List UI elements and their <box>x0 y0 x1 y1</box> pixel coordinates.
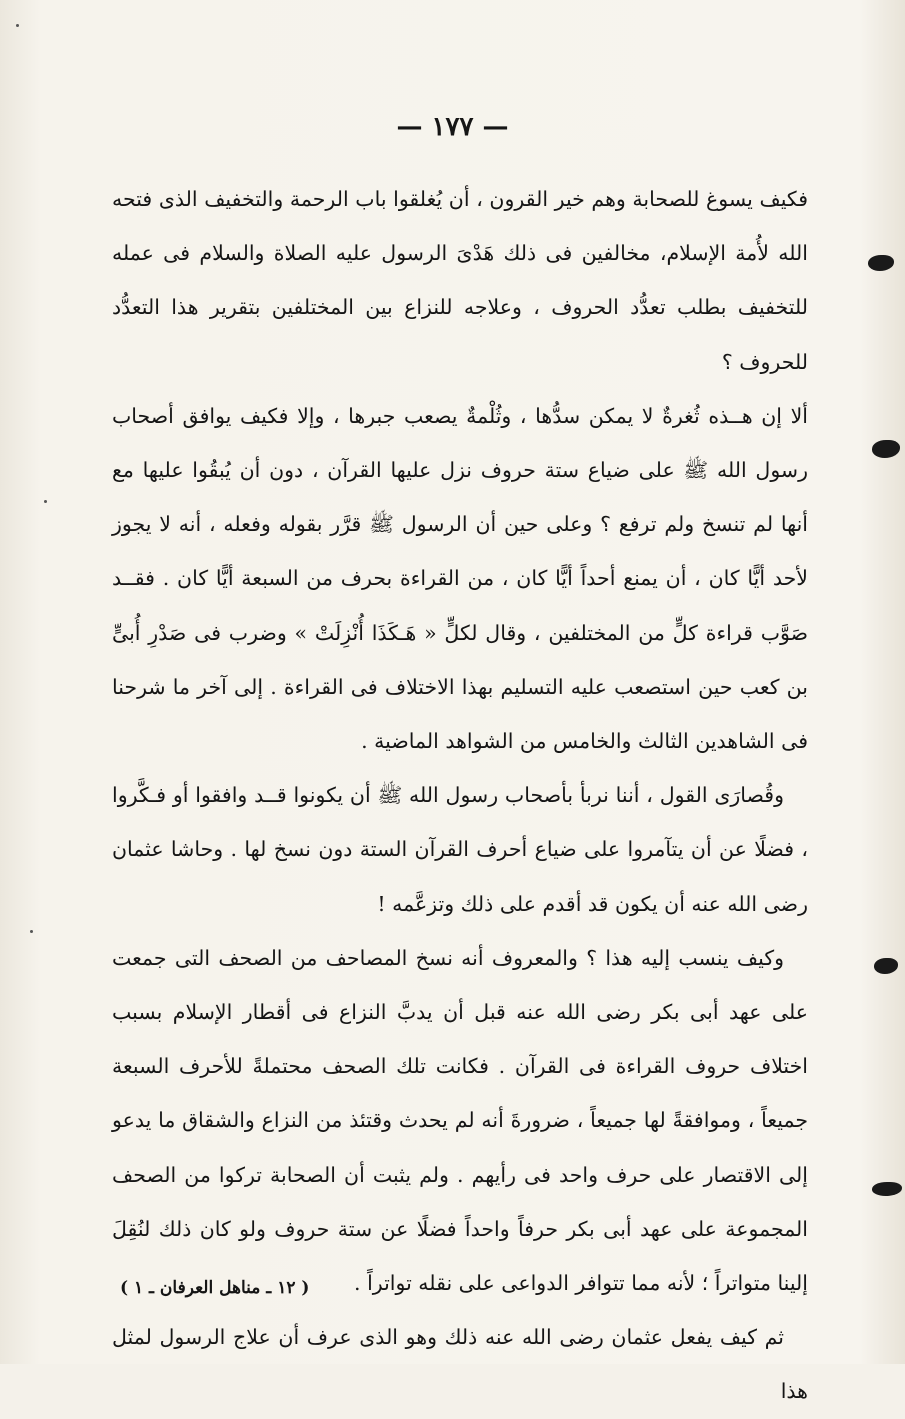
ink-blot <box>872 1182 902 1196</box>
paragraph-4: وكيف ينسب إليه هذا ؟ والمعروف أنه نسخ المصاحف من الصحف التى جمعت على عهد أبى بكر رضى الله عنه قبل أن يدبَّ النزاع فى أقطار الإسلام بسبب اختلاف حروف القراءة فى القرآن . فكانت تلك الصحف محتملةً للأحرف السبعة جميعاً ، وموافقةً لها جميعاً ، ضرورةَ أنه لم يحدث وقتئذ من النزاع والشقاق ما يدعو إلى الاقتصار على حرف واحد فى رأيهم . ولم يثبت أن الصحابة تركوا من الصحف المجموعة على عهد أبى بكر حرفاً واحداً فضلًا عن ستة حروف ولو كان ذلك لنُقِلَ إلينا متواتراً ؛ لأنه مما تتوافر الدواعى على نقله تواتراً . <box>112 945 808 1296</box>
ink-blot <box>868 255 894 271</box>
body-text <box>112 172 808 1419</box>
scan-speck <box>30 930 33 933</box>
paragraph-5: ثم كيف يفعل عثمان رضى الله عنه ذلك وهو الذى عرف أن علاج الرسول لمثل هذا <box>112 1325 808 1404</box>
scan-speck <box>16 24 19 27</box>
paragraph-3: وقُصارَى القول ، أننا نربأ بأصحاب رسول الله ﷺ أن يكونوا قــد وافقوا أو فـكَّروا ، فضلًا عن أن يتآمروا على ضياع أحرف القرآن الستة دون نسخ لها . وحاشا عثمان رضى الله عنه أن يكون قد أقدم على ذلك وتزعَّمه ! <box>112 783 808 916</box>
footer-signature: ( ١٢ ـ مناهل العرفان ـ ١ ) <box>120 1278 310 1298</box>
scan-speck <box>44 500 47 503</box>
ink-blot <box>874 958 898 974</box>
paragraph-2: ألا إن هــذه ثُغرةٌ لا يمكن سدُّها ، وثُلْمةٌ يصعب جبرها ، وإلا فكيف يوافق أصحاب رسول الله ﷺ على ضياع ستة حروف نزل عليها القرآن ، دون أن يُبقُوا عليها مع أنها لم تنسخ ولم ترفع ؟ وعلى حين أن الرسول ﷺ قرَّر بقوله وفعله ، أنه لا يجوز لأحد أيًّا كان ، أن يمنع أحداً أيًّا كان ، من القراءة بحرف من السبعة أيًّا كان . فقــد صَوَّب قراءة كلٍّ من المختلفين ، وقال لكلٍّ « هَـكَذَا أُنْزِلَتْ » وضرب فى صَدْرِ أُبىٍّ بن كعب حين استصعب عليه التسليم بهذا الاختلاف فى القراءة . إلى آخر ما شرحنا فى الشاهدين الثالث والخامس من الشواهد الماضية . <box>112 403 808 754</box>
paragraph-1: فكيف يسوغ للصحابة وهم خير القرون ، أن يُغلقوا باب الرحمة والتخفيف الذى فتحه الله لأُمة الإسلام، مخالفين فى ذلك هَدْىَ الرسول عليه الصلاة والسلام فى عمله للتخفيف بطلب تعدُّد الحروف ، وعلاجه للنزاع بين المختلفين بتقرير هذا التعدُّد للحروف ؟ <box>112 187 808 374</box>
page-number: — ١٧٧ — <box>396 112 509 142</box>
ink-blot <box>872 440 900 458</box>
